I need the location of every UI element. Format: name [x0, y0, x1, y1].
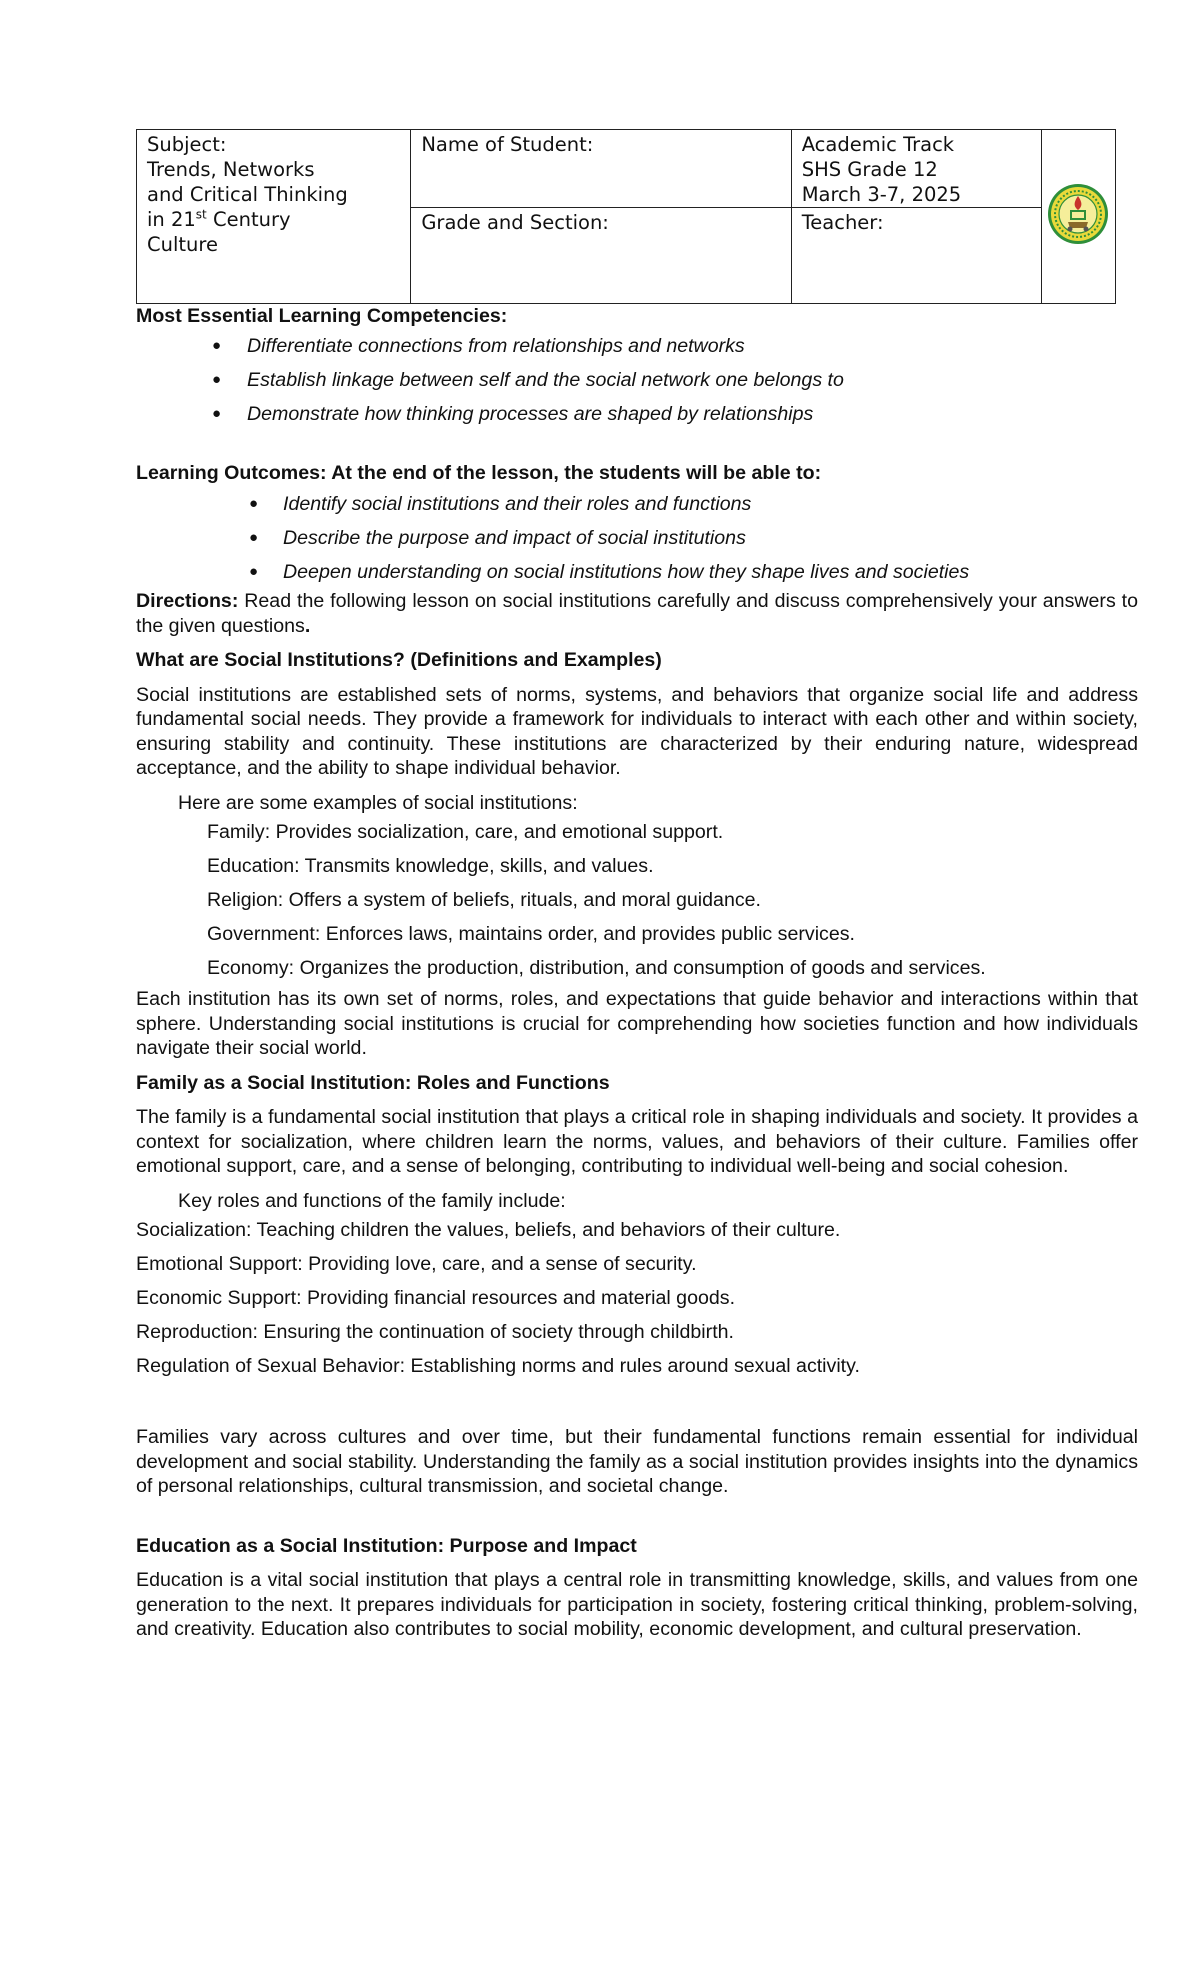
section1-intro: Here are some examples of social institutions:: [178, 791, 578, 814]
section1-paragraph: Social institutions are established sets of norms, systems, and behaviors that organize social life and address fundamental social needs. They provide a framework for individuals to interact with each other and within society, ensuring stability and continuity. These institutions are characterized by their enduring nature, widespread acceptance, and the ability to shape individual behavior.: [136, 683, 1138, 779]
bullet-icon: ●: [249, 495, 259, 512]
date-text: March 3-7, 2025: [801, 183, 962, 206]
list-item: Government: Enforces laws, maintains order, and provides public services.: [207, 923, 855, 945]
directions-text: Read the following lesson on social institutions carefully and discuss comprehensively your answers to the given questions: [136, 590, 1138, 637]
header-table: [136, 129, 1116, 304]
subject-line-3-text: in 21: [147, 208, 196, 231]
outcome-item-text: Deepen understanding on social institutions how they shape lives and societies: [283, 561, 970, 583]
teacher-label: Teacher:: [801, 211, 884, 234]
functions-list: [136, 1213, 1138, 1383]
list-item: Religion: Offers a system of beliefs, rituals, and moral guidance.: [207, 889, 761, 911]
lesson-body: [136, 302, 1138, 1642]
grade-section-label: Grade and Section:: [421, 211, 609, 234]
teacher-cell: [791, 208, 1041, 304]
grade-text: SHS Grade 12: [801, 158, 938, 181]
melc-list: [136, 329, 1138, 431]
melc-item-text: Demonstrate how thinking processes are shaped by relationships: [247, 402, 814, 425]
section2-heading: Family as a Social Institution: Roles and Functions: [136, 1071, 610, 1094]
directions-label: Directions:: [136, 590, 239, 612]
subject-line-3: [147, 207, 400, 232]
section2-paragraph: The family is a fundamental social institution that plays a critical role in shaping individuals and society. It provides a context for socialization, where children learn the norms, values, and behaviors of their culture. Families offer emotional support, care, and a sense of belonging, contributing to individual well-being and social cohesion.: [136, 1106, 1138, 1177]
subject-sup: st: [195, 207, 207, 222]
list-item: Emotional Support: Providing love, care, and a sense of security.: [136, 1253, 697, 1275]
bullet-icon: ●: [212, 404, 222, 422]
outcomes-heading: Learning Outcomes: At the end of the lesson, the students will be able to:: [136, 461, 822, 484]
subject-line-4: Culture: [147, 233, 218, 256]
directions: [136, 589, 1138, 638]
list-item: Socialization: Teaching children the values, beliefs, and behaviors of their culture.: [136, 1219, 841, 1241]
bullet-icon: ●: [212, 336, 222, 354]
list-item: [136, 329, 1138, 363]
section3-heading: Education as a Social Institution: Purpose and Impact: [136, 1534, 637, 1557]
list-item: [136, 487, 1138, 521]
bullet-icon: ●: [212, 370, 222, 388]
section1-closing: Each institution has its own set of norms, roles, and expectations that guide behavior and interactions within that sphere. Understanding social institutions is crucial for comprehending how societies function and how individuals navigate their social world.: [136, 988, 1138, 1059]
section2-intro: Key roles and functions of the family include:: [178, 1189, 566, 1212]
examples-list: [136, 815, 1138, 985]
section3-paragraph: Education is a vital social institution that plays a central role in transmitting knowledge, skills, and values from one generation to the next. It prepares individuals for participation in society, fostering critical thinking, problem-solving, and creativity. Education also contributes to social mobility, economic development, and cultural preservation.: [136, 1569, 1138, 1640]
subject-cell: [137, 130, 411, 304]
subject-line-2: and Critical Thinking: [147, 183, 348, 206]
list-item: Regulation of Sexual Behavior: Establishing norms and rules around sexual activity.: [136, 1355, 860, 1377]
seal-cell: [1041, 130, 1115, 304]
list-item: Family: Provides socialization, care, and emotional support.: [207, 821, 724, 843]
melc-item-text: Differentiate connections from relationships and networks: [247, 334, 745, 357]
school-seal-icon: [1046, 182, 1110, 246]
outcome-item-text: Identify social institutions and their roles and functions: [283, 493, 752, 515]
outcome-item-text: Describe the purpose and impact of social institutions: [283, 527, 746, 549]
directions-end: .: [304, 614, 311, 637]
list-item: Economic Support: Providing financial resources and material goods.: [136, 1287, 736, 1309]
list-item: [136, 555, 1138, 589]
list-item: Economy: Organizes the production, distribution, and consumption of goods and services.: [207, 957, 986, 979]
bullet-icon: ●: [249, 529, 259, 546]
grade-section-cell[interactable]: [411, 208, 791, 304]
list-item: [136, 363, 1138, 397]
melc-item-text: Establish linkage between self and the social network one belongs to: [247, 368, 844, 391]
bullet-icon: ●: [249, 563, 259, 580]
student-name-cell[interactable]: [411, 130, 791, 208]
subject-label: Subject:: [147, 133, 227, 156]
subject-line-1: Trends, Networks: [147, 158, 315, 181]
list-item: Education: Transmits knowledge, skills, and values.: [207, 855, 654, 877]
subject-line-3-end: Century: [212, 208, 291, 231]
list-item: Reproduction: Ensuring the continuation of society through childbirth.: [136, 1321, 734, 1343]
section1-heading: What are Social Institutions? (Definitions and Examples): [136, 649, 662, 671]
melc-heading: Most Essential Learning Competencies:: [136, 305, 508, 327]
student-name-label: Name of Student:: [421, 133, 594, 156]
track-cell: [791, 130, 1041, 208]
track-text: Academic Track: [801, 133, 955, 156]
section2-closing: Families vary across cultures and over time, but their fundamental functions remain essential for individual development and social stability. Understanding the family as a social institution provides insights into the dynamics of personal relationships, cultural transmission, and societal change.: [136, 1426, 1138, 1497]
list-item: [136, 397, 1138, 431]
list-item: [136, 521, 1138, 555]
outcomes-list: [136, 487, 1138, 589]
